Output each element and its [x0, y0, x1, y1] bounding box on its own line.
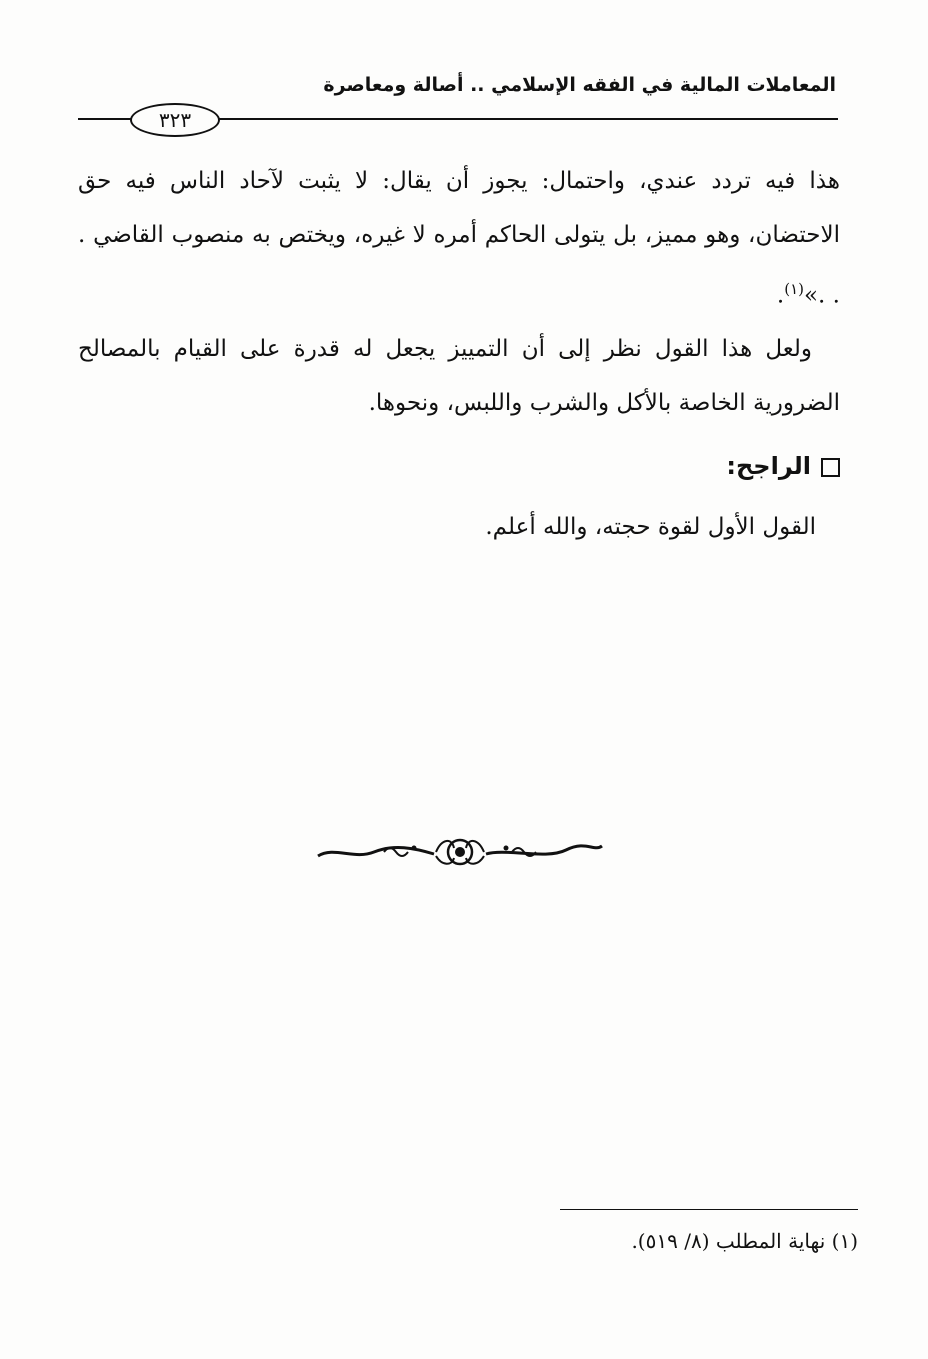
- footnote-reference: (١): [784, 280, 804, 298]
- paragraph-commentary: ولعل هذا القول نظر إلى أن التمييز يجعل له قدرة على القيام بالمصالح الضرورية الخاصة بالأكل والشرب واللبس، ونحوها.: [78, 336, 840, 416]
- checkbox-bullet-icon: [821, 458, 840, 477]
- page-number: ٣٢٣: [130, 103, 220, 137]
- running-title: المعاملات المالية في الفقه الإسلامي .. أصالة ومعاصرة: [323, 74, 836, 96]
- paragraph-quote-end: .: [776, 282, 785, 309]
- paragraph-quote: [78, 154, 840, 323]
- footnote-1: (١) نهاية المطلب (٨/ ٥١٩).: [631, 1229, 858, 1253]
- section-heading: [726, 446, 840, 486]
- footnote-rule: [560, 1209, 858, 1210]
- paragraph-conclusion: القول الأول لقوة حجته، والله أعلم.: [485, 514, 816, 540]
- paragraph-quote-text: هذا فيه تردد عندي، واحتمال: يجوز أن يقال: لا يثبت لآحاد الناس فيه حق الاحتضان، وهو مميز، بل يتولى الحاكم أمره لا غيره، ويختص به منصوب القاضي . . .»: [78, 168, 840, 309]
- decorative-divider-ornament: [314, 830, 606, 870]
- section-heading-text: الراجح:: [726, 452, 811, 480]
